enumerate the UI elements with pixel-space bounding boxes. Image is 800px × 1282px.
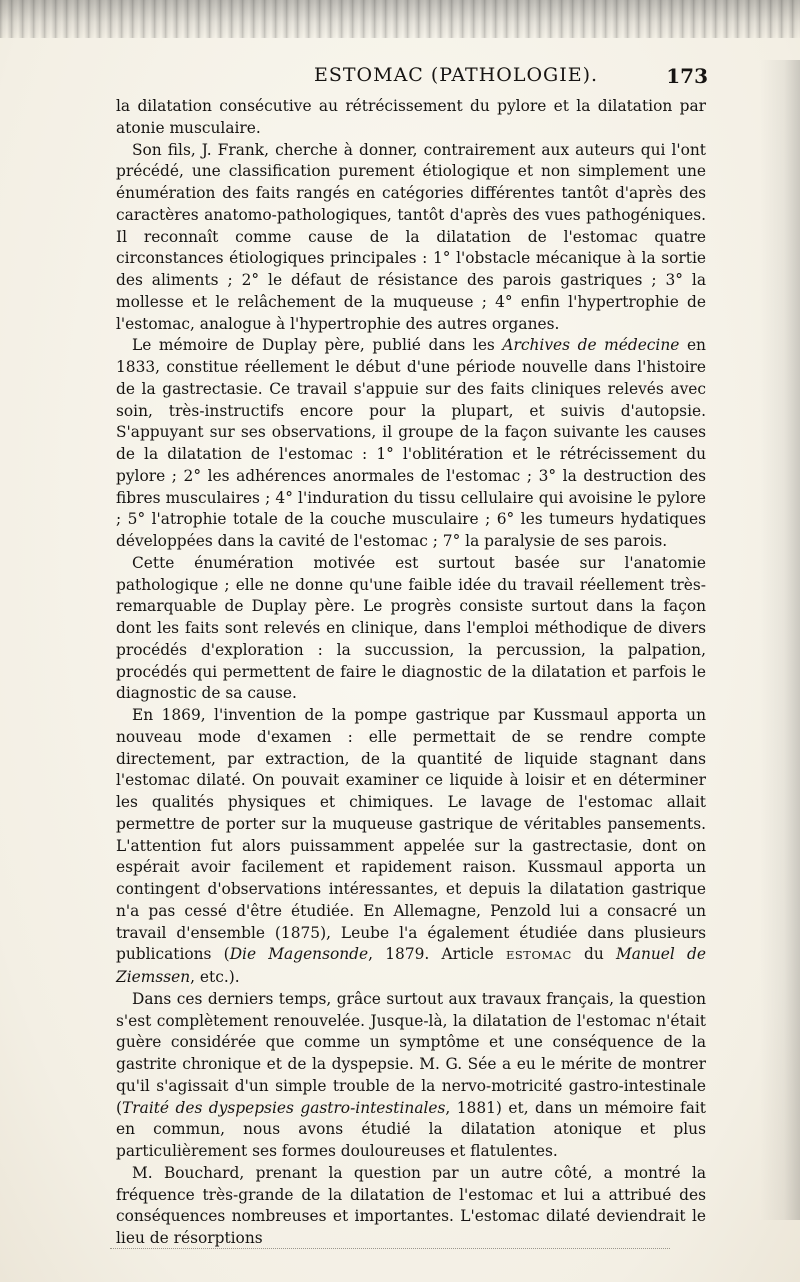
text-run: Dans ces derniers temps, grâce surtout aux travaux français, la question s'est complètement renouvelée. Jusque-là, la dilatation de l'estomac n'était guère considérée que comme un symptôme et une conséquence de la gastrite chronique et de la dyspepsie. M. G. Sée a eu le mérite de montrer qu'il s'agissait d'un simple trouble de la nervo-motricité gastro-intestinale ( (116, 989, 706, 1117)
body-text (116, 96, 706, 1250)
text-run: , 1881) et, dans un mémoire fait en commun, nous avons étudié la dilatation atonique et plus particulièrement ses formes douloureuses et flatulentes. (116, 1098, 706, 1160)
page-header (116, 64, 716, 88)
text-run: Cette énumération motivée est surtout basée sur l'anatomie pathologique ; elle ne donne qu'une faible idée du travail réellement très-remarquable de Duplay père. Le progrès consiste surtout dans la façon dont les faits sont relevés en clinique, dans l'emploi méthodique de divers procédés d'exploration : la succussion, la percussion, la palpation, procédés qui permettent de faire le diagnostic de la dilatation et parfois le diagnostic de sa cause. (116, 553, 706, 703)
paragraph (116, 989, 706, 1163)
paragraph (116, 335, 706, 553)
text-run: du (571, 945, 617, 964)
paragraph (116, 1163, 706, 1250)
scan-edge-top (0, 0, 800, 38)
text-run: Die Magensonde (229, 945, 369, 964)
running-title: ESTOMAC (PATHOLOGIE). (314, 64, 599, 86)
text-run: Manuel de Ziemssen (116, 945, 706, 986)
text-run: Traité des dyspepsies gastro-intestinales (122, 1098, 446, 1117)
scan-edge-bottom (110, 1248, 670, 1251)
paragraph (116, 96, 706, 140)
paragraph (116, 705, 706, 989)
paragraph (116, 140, 706, 336)
scan-edge-right (760, 60, 800, 1220)
paragraph (116, 553, 706, 705)
text-run: Le mémoire de Duplay père, publié dans les (132, 336, 503, 355)
text-run: Son fils, J. Frank, cherche à donner, contrairement aux auteurs qui l'ont précédé, une classification purement étiologique et non simplement une énumération des faits rangés en catégories différentes tantôt d'après des caractères anatomo-pathologiques, tantôt d'après des vues pathogéniques. Il reconnaît comme cause de la dilatation de l'estomac quatre circonstances étiologiques principales : 1° l'obstacle mécanique à la sortie des aliments ; 2° le défaut de résistance des parois gastriques ; 3° la mollesse et le relâchement de la muqueuse ; 4° enfin l'hypertrophie de l'estomac, analogue à l'hypertrophie des autres organes. (116, 140, 706, 333)
text-run: la dilatation consécutive au rétrécissement du pylore et la dilatation par atonie musculaire. (116, 97, 706, 137)
text-run: en 1833, constitue réellement le début d'une période nouvelle dans l'histoire de la gastrectasie. Ce travail s'appuie sur des faits cliniques relevés avec soin, très-instructifs encore pour la plupart, et suivis d'autopsie. S'appuyant sur ses observations, il groupe de la façon suivante les causes de la dilatation de l'estomac : 1° l'oblitération et le rétrécissement du pylore ; 2° les adhérences anormales de l'estomac ; 3° la destruction des fibres musculaires ; 4° l'induration du tissu cellulaire qui avoisine le pylore ; 5° l'atrophie totale de la couche musculaire ; 6° les tumeurs hydatiques développées dans la cavité de l'estomac ; 7° la paralysie de ses parois. (116, 336, 706, 550)
text-run: ESTOMAC (506, 948, 572, 963)
text-run: En 1869, l'invention de la pompe gastrique par Kussmaul apporta un nouveau mode d'examen : elle permettait de se rendre compte directement, par extraction, de la quantité de liquide stagnant dans l'estomac dilaté. On pouvait examiner ce liquide à loisir et en déterminer les qualités physiques et chimiques. Le lavage de l'estomac allait permettre de porter sur la muqueuse gastrique de véritables pansements. L'attention fut alors puissamment appelée sur la gastrectasie, dont on espérait avoir facilement et rapidement raison. Kussmaul apporta un contingent d'observations intéressantes, et depuis la dilatation gastrique n'a pas cessé d'être étudiée. En Allemagne, Penzold lui a consacré un travail d'ensemble (1875), Leube l'a également étudiée dans plusieurs publications ( (116, 706, 706, 964)
text-run: M. Bouchard, prenant la question par un autre côté, a montré la fréquence très-grande de la dilatation de l'estomac et lui a attribué des conséquences nombreuses et importantes. L'estomac dilaté deviendrait le lieu de résorptions (116, 1163, 706, 1247)
text-run: Archives de médecine (502, 336, 680, 355)
text-run: , etc.). (190, 968, 240, 986)
text-run: , 1879. Article (368, 945, 507, 964)
page-number: 173 (666, 64, 708, 88)
